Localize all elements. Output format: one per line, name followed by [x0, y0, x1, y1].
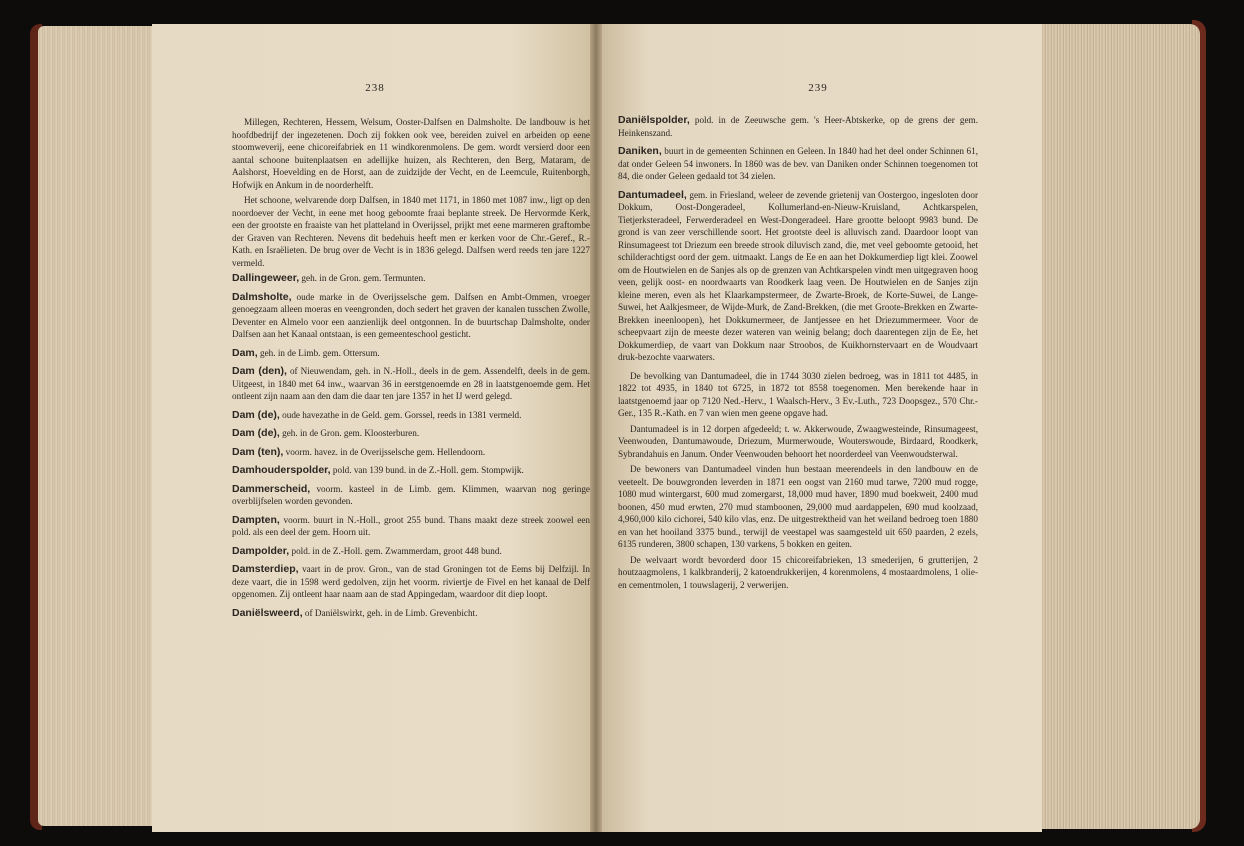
entry-text: pold. in de Zeeuwsche gem. 's Heer-Abtskerke, op de grens der gem. Heinkenszand. — [618, 115, 978, 138]
entry-headword: Dam, — [232, 346, 258, 359]
entry-text: oude havezathe in de Geld. gem. Gorssel, reeds in 1381 vermeld. — [282, 409, 522, 420]
entry-text: vaart in de prov. Gron., van de stad Groningen tot de Eems bij Delfzijl. In deze vaart, die in 1598 werd gedolven, zijn het voorm. riviertje de Fivel en het kanaal de Delf opgenomen. Zij ontleent haar naam aan de stad Appingedam, waardoor dit diep loopt. — [232, 564, 591, 599]
entry-paragraph — [232, 116, 590, 191]
entry-text: gem. in Friesland, weleer de zevende grietenij van Oostergoo, ingesloten door Dokkum, Oost-Dongeradeel, Kollumerland-en-Nieuw-Kruisland, Achtkarspelen, Tietjerksteradeel, Ferwerderadeel en West-Dongeradeel. Hare grootte beloopt 9983 bund. De grond is van zeer verschillende soort. Het grootste deel is alluvisch zand. Daardoor loopt van Rinsumageest tot Driezum een breede strook diluvisch zand, die, met veel geboomte getooid, het schilderachtigst oord der gem. uitmaakt. Langs de Ee en aan het Dokkumerdiep ligt klei. Zoowel om de Houtwielen en de Sanjes als op de grenzen van Achtkarspelen vindt men uitgegraven hoog veen, gelijk oost- en noordwaarts van Roodkerk laag veen. De Houtwielen en de Sanjes zijn kleine meren, even als het Klaarkampstermeer, de Zwarte-Broek, de Korte-Suwei, de Lange-Suwei, het Aalkjesmeer, de Wijde-Murk, de Zand-Brekken, (die met Groote-Brekken en Zwarte-Brekken ineenloopen), het Dokkumermeer, de Jantjessee en het Driezummermeer. Voor de scheepvaart zijn de meeste dezer wateren van weinig belang; doch daarentegen zijn de Ee, het Dokkumerdiep, de vaart van Dokkum naar Stroobos, de Kuikhornstervaart en de Woudvaart druk-bezochte vaarwaters. — [618, 189, 979, 362]
entry-paragraph — [618, 463, 978, 551]
entry-paragraph — [232, 194, 590, 269]
dictionary-entry — [618, 114, 978, 139]
dictionary-entry — [232, 272, 590, 285]
entry-headword: Dampten, — [232, 513, 280, 526]
entry-headword: Dam (de), — [232, 427, 280, 439]
entry-text: oude marke in de Overijsselsche gem. Dalfsen en Ambt-Ommen, vroeger genoegzaam alleen moeras en veengronden, doch sedert het graven der kanalen tusschen Zwolle, Deventer en Almelo voor een aanzienlijk deel ontgonnen. In de buurtschap Dalmsholte, onder Dalfsen aan het Kanaal ontstaan, is een gemeenteschool gesticht. — [232, 291, 591, 339]
entry-headword: Daniëlsweerd, — [232, 606, 303, 619]
entry-headword: Dampolder, — [232, 544, 290, 557]
entry-text: pold. van 139 bund. in de Z.-Holl. gem. Stompwijk. — [332, 465, 524, 475]
entry-text: Millegen, Rechteren, Hessem, Welsum, Ooster-Dalfsen en Dalmsholte. De landbouw is het hoofdbedrijf der ingezetenen. Doch zij fokken ook vee, bereiden zuivel en arbeiden op eene stoomweverij, eene chicoreifabriek en 11 windkorenmolens. De gem. wordt versierd door een aantal schoone buitenplaatsen en adellijke huizen, als Rechteren, den Berg, Mataram, de Aalshorst, Hoevelding en de Horst, aan de zuidzijde der Vecht, en de Leemcule, Ruitenborgh, Hofwijk en Ankum in de noorderhelft. — [232, 117, 590, 190]
entry-text: De bevolking van Dantumadeel, die in 1744 3030 zielen bedroeg, was in 1811 tot 4485, in 1822 tot 4935, in 1840 tot 6725, in 1872 tot 8558 toegenomen. Men berekende haar in laatstgenoemd jaar op 7120 Ned.-Herv., 1 Waalsch-Herv., 3 Ev.-Luth., 723 Doopsgez., 570 Chr.-Ger., 135 R.-Kath. en 7 van wien men geene opgave had. — [618, 370, 978, 418]
dictionary-entry — [618, 189, 978, 364]
dictionary-entry — [232, 464, 590, 477]
entry-paragraph — [618, 423, 978, 461]
entry-headword: Dam (ten), — [232, 445, 284, 458]
dictionary-entry — [232, 409, 590, 422]
dictionary-entry — [232, 291, 590, 341]
entry-text: voorm. havez. in de Overijsselsche gem. Hellendoorn. — [285, 446, 486, 457]
entry-text: pold. in de Z.-Holl. gem. Zwammerdam, groot 448 bund. — [291, 545, 502, 556]
entry-headword: Dammerscheid, — [232, 482, 311, 495]
entry-text: voorm. kasteel in de Limb. gem. Klimmen, waarvan nog geringe overblijfselen worden gevonden. — [232, 483, 591, 506]
entry-headword: Dallingeweer, — [232, 272, 300, 284]
entry-text: of Daniëlswirkt, geh. in de Limb. Grevenbicht. — [304, 607, 478, 618]
entry-text: De bewoners van Dantumadeel vinden hun bestaan meerendeels in den landbouw en de veeteelt. De bouwgronden leverden in 1871 een oogst van 2160 mud tarwe, 7200 mud rogge, 1080 mud wintergarst, 600 mud zomergarst, 18,000 mud haver, 1890 mud boekweit, 2400 mud boonen, 450 mud erwten, 270 mud stamboonen, 29,000 mud aardappelen, 690 mud koolzaad, 4,960,000 kilo cichorei, 540 kilo vlas, enz. De uitgestrektheid van het weiland bedroeg toen 1880 en van het hooiland 3375 bund., terwijl de veestapel was saamgesteld uit 650 paarden, 2 ezels, 6135 runderen, 3800 schapen, 130 varkens, 5 bokken en geiten. — [618, 464, 978, 549]
dictionary-entry — [232, 545, 590, 558]
dictionary-entry — [232, 483, 590, 508]
entry-headword: Daniken, — [618, 145, 662, 157]
right-page — [594, 24, 1042, 832]
dictionary-entry — [232, 347, 590, 360]
entry-headword: Dalmsholte, — [232, 290, 292, 303]
dictionary-entry — [232, 563, 590, 601]
page-edges-left — [38, 26, 158, 826]
left-page-text — [232, 116, 590, 625]
entry-text: voorm. buurt in N.-Holl., groot 255 bund. Thans maakt deze streek zoowel een pold. als een deel der gem. Hoorn uit. — [232, 514, 591, 537]
book-gutter — [590, 24, 602, 832]
entry-headword: Dam (de), — [232, 408, 280, 421]
page-edges-right — [1040, 24, 1200, 829]
entry-headword: Damsterdiep, — [232, 563, 299, 575]
entry-text: geh. in de Gron. gem. Termunten. — [301, 273, 426, 283]
dictionary-entry — [232, 607, 590, 620]
entry-text: geh. in de Limb. gem. Ottersum. — [259, 347, 380, 358]
entry-headword: Daniëlspolder, — [618, 114, 690, 126]
entry-text: Het schoone, welvarende dorp Dalfsen, in 1840 met 1171, in 1860 met 1087 inw., ligt op den noordoever der Vecht, in eene met hoog geboomte fraai beplante streek. De Hervormde Kerk, een der grootste en fraaiste van het platteland in Overijssel, prijkt met eene marmeren graftombe der Graven van Rechteren. Nevens dit bedehuis heeft men er kerken voor de Chr.-Geref., R.-Kath. en Israëlieten. De brug over de Vecht is in 1836 gelegd. Dalfsen werd reeds ten jare 1227 vermeld. — [232, 195, 590, 268]
entry-text: De welvaart wordt bevorderd door 15 chicoreifabrieken, 13 smederijen, 6 grutterijen, 2 houtzaagmolens, 1 kalkbranderij, 2 katoendrukkerijen, 4 korenmolens, 4 mostaardmolens, 1 olie- en cementmolen, 1 touwslagerij, 2 verwerijen. — [618, 554, 978, 590]
entry-headword: Dam (den), — [232, 365, 287, 377]
dictionary-entry — [232, 446, 590, 459]
entry-text: buurt in de gemeenten Schinnen en Geleen. In 1840 had het deel onder Schinnen 61, dat onder Geleen 54 inwoners. In 1860 was de bev. van Daniken onder Schinnen toegenomen tot 84, die onder Geleen gedaald tot 34 zielen. — [618, 146, 978, 181]
page-number: 238 — [365, 82, 385, 94]
dictionary-entry — [232, 365, 590, 403]
right-page-text — [618, 114, 978, 594]
entry-headword: Damhouderspolder, — [232, 464, 331, 476]
entry-headword: Dantumadeel, — [618, 188, 687, 201]
dictionary-entry — [618, 145, 978, 183]
dictionary-entry — [232, 514, 590, 539]
entry-paragraph — [618, 554, 978, 592]
page-number: 239 — [808, 82, 828, 94]
entry-text: of Nieuwendam, geh. in N.-Holl., deels in de gem. Assendelft, deels in de gem. Uitgeest, in 1840 met 64 inw., waarvan 36 in eerstgenoemde en 28 in laatstgenoemde gem. Het ontleent zijn naam aan den dam die daar ten jare 1357 in het IJ werd gelegd. — [232, 366, 590, 401]
entry-text: geh. in de Gron. gem. Kloosterburen. — [282, 428, 420, 438]
entry-paragraph — [618, 370, 978, 420]
dictionary-entry — [232, 427, 590, 440]
left-page — [152, 24, 598, 832]
entry-text: Dantumadeel is in 12 dorpen afgedeeld; t. w. Akkerwoude, Zwaagwesteinde, Rinsumageest, Veenwouden, Dantumawoude, Driezum, Murmerwoude, Wouterswoude, Birdaard, Roodkerk, Sybrandahuis en Janum. Onder Veenwouden behoort het noorderdeel van Veenwoudsterwal. — [618, 423, 978, 459]
